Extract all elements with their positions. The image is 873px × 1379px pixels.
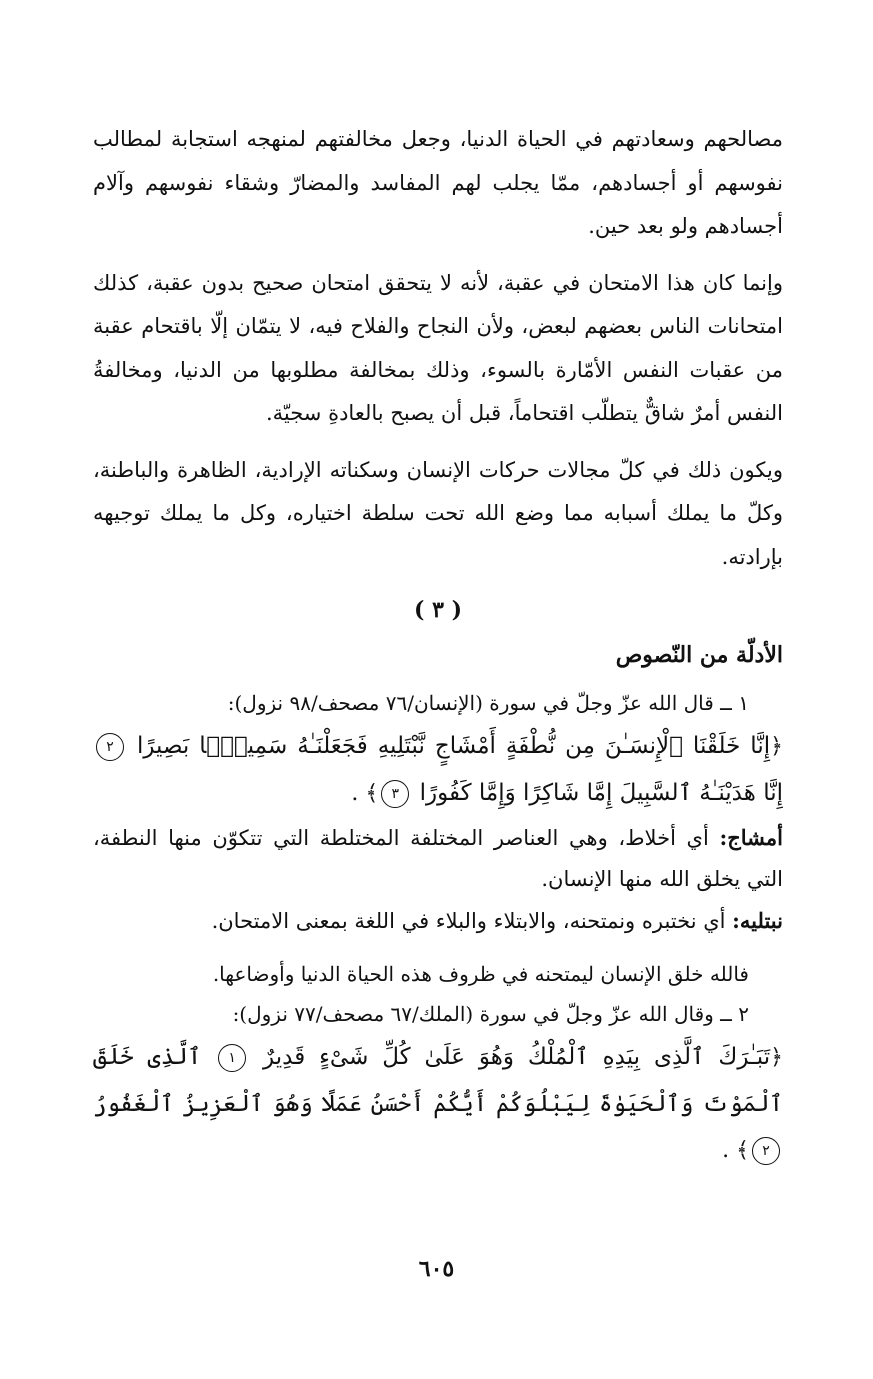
ayah-number-marker: ٣: [381, 780, 409, 808]
item-2-verse: [93, 1034, 783, 1174]
verse-open-bracket: ﴿: [770, 734, 784, 759]
section-number: ( ٣ ): [414, 597, 462, 623]
ayah-number-marker: ٢: [96, 733, 124, 761]
item-2-verse-b: ٱلَّذِى خَلَقَ ٱلْمَوْتَ وَٱلْحَيَوٰةَ لِيَبْلُوَكُمْ أَيُّكُمْ أَحْسَنُ عَمَلًا وَهُوَ ٱلْعَزِيزُ ٱلْغَفُورُ: [93, 1044, 783, 1117]
verse-close-bracket: ﴾ .: [351, 781, 379, 806]
item-1-verse-b: إِنَّا هَدَيْنَـٰهُ ٱلسَّبِيلَ إِمَّا شَاكِرًا وَإِمَّا كَفُورًا: [419, 780, 783, 806]
definition-nabtaleeh: [93, 900, 783, 942]
page-number: ٦٠٥: [418, 1256, 455, 1282]
term-nabtaleeh: نبتليه:: [732, 908, 783, 933]
definition-amshaj-text: أي أخلاط، وهي العناصر المختلفة المختلطة التي تتكوّن منها النطفة، التي يخلق الله منها الإنسان.: [93, 826, 783, 891]
definition-nabtaleeh-text: أي نختبره ونمتحنه، والابتلاء والبلاء في اللغة بمعنى الامتحان.: [211, 909, 726, 933]
item-1-verse: [93, 723, 783, 817]
page-body: [93, 118, 783, 1174]
evidence-item-2: [93, 994, 783, 1174]
item-1-intro: ١ ــ قال الله عزّ وجلّ في سورة (الإنسان/٧٦ مصحف/٩٨ نزول):: [227, 691, 749, 715]
definition-amshaj: [93, 817, 783, 900]
item-2-verse-a: تَبَـٰرَكَ ٱلَّذِى بِيَدِهِ ٱلْمُلْكُ وَهُوَ عَلَىٰ كُلِّ شَىْءٍ قَدِيرٌ: [263, 1044, 771, 1070]
paragraph-2: وإنما كان هذا الامتحان في عقبة، لأنه لا يتحقق امتحان صحيح بدون عقبة، كذلك امتحانات الناس بعضهم لبعض، ولأن النجاح والفلاح فيه، لا يتمّان إلّا باقتحام عقبة من عقبات النفس الأمّارة بالسوء، وذلك بمخالفة مطلوبها من الدنيا، ومخالفةُ النفس أمرٌ شاقٌّ يتطلّب اقتحاماً، قبل أن يصبح بالعادةِ سجيّة.: [93, 270, 783, 425]
ayah-number-marker: ١: [218, 1044, 246, 1072]
item-1-verse-a: إِنَّا خَلَقْنَا ٱلْإِنسَـٰنَ مِن نُّطْفَةٍ أَمْشَاجٍ نَّبْتَلِيهِ فَجَعَلْنَـٰهُ سَمِيعًۢا بَصِيرًا: [136, 733, 771, 759]
summary-line: فالله خلق الإنسان ليمتحنه في ظروف هذه الحياة الدنيا وأوضاعها.: [212, 962, 749, 986]
evidence-item-1: [93, 683, 783, 817]
term-amshaj: أمشاج:: [719, 825, 783, 850]
paragraph-3: ويكون ذلك في كلّ مجالات حركات الإنسان وسكناته الإرادية، الظاهرة والباطنة، وكلّ ما يملك أسبابه مما وضع الله تحت سلطة اختياره، وكل ما يملك توجيهه بإرادته.: [93, 457, 783, 569]
verse-open-bracket: ﴿: [770, 1045, 784, 1070]
ayah-number-marker: ٢: [752, 1137, 780, 1165]
paragraph-1: مصالحهم وسعادتهم في الحياة الدنيا، وجعل مخالفتهم لمنهجه استجابة لمطالب نفوسهم أو أجسادهم، ممّا يجلب لهم المفاسد والمضارّ وشقاء نفوسهم وآلام أجسادهم ولو بعد حين.: [93, 127, 783, 238]
item-2-intro: ٢ ــ وقال الله عزّ وجلّ في سورة (الملك/٦٧ مصحف/٧٧ نزول):: [232, 1002, 749, 1026]
verse-close-bracket: ﴾ .: [722, 1138, 749, 1163]
section-heading: الأدلّة من النّصوص: [615, 642, 783, 668]
